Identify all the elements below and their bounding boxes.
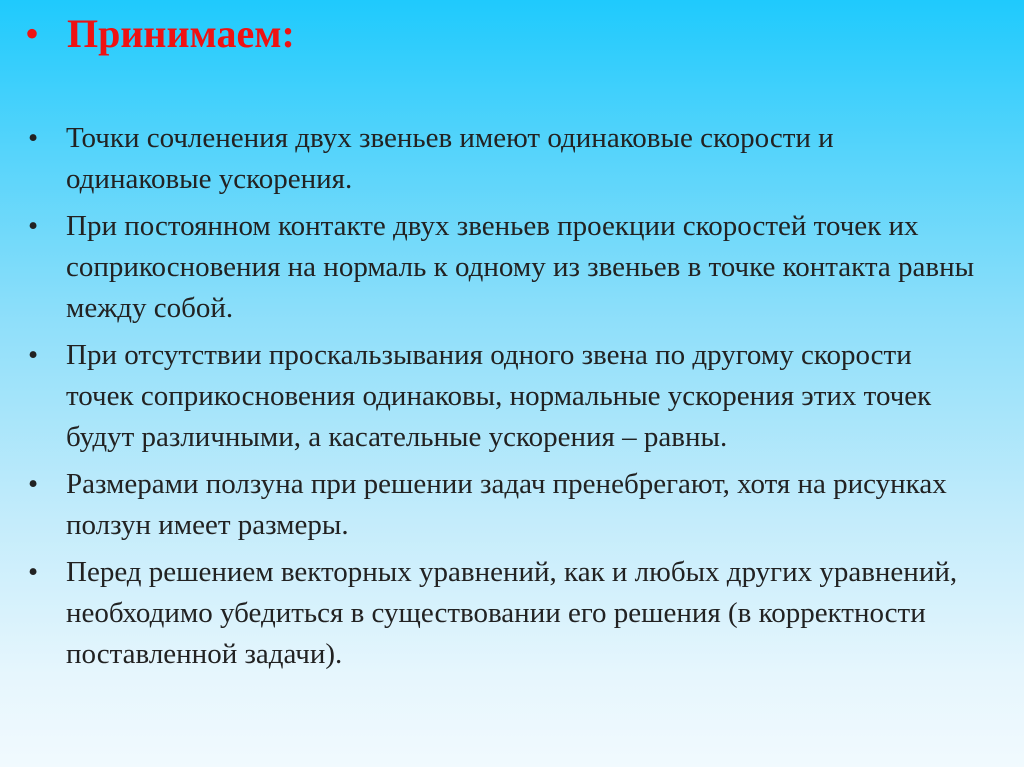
list-item-text: Точки сочленения двух звеньев имеют одинаковые скорости и одинаковые ускорения. [66,122,834,195]
slide-heading [25,10,295,58]
list-item [28,552,988,675]
list-item-text: Размерами ползуна при решении задач пренебрегают, хотя на рисунках ползун имеет размеры. [66,468,947,541]
bullet-marker: • [28,210,39,242]
list-item-text: Перед решением векторных уравнений, как и любых других уравнений, необходимо убедиться в существовании его решения (в корректности поставленной задачи). [66,556,958,670]
bullet-marker: • [28,339,39,371]
list-item-text: При отсутствии проскальзывания одного звена по другому скорости точек соприкосновения одинаковы, нормальные ускорения этих точек будут различными, а касательные ускорения – равны. [66,339,932,453]
list-item [28,118,988,200]
bullet-list [28,118,988,681]
bullet-marker: • [28,556,39,588]
list-item-text: При постоянном контакте двух звеньев проекции скоростей точек их соприкосновения на нормаль к одному из звеньев в точке контакта равны между собой. [66,210,975,324]
bullet-marker: • [28,122,39,154]
list-item [28,335,988,458]
list-item [28,206,988,329]
heading-bullet: • [25,11,40,56]
bullet-marker: • [28,468,39,500]
heading-text: Принимаем: [67,11,295,56]
list-item [28,464,988,546]
